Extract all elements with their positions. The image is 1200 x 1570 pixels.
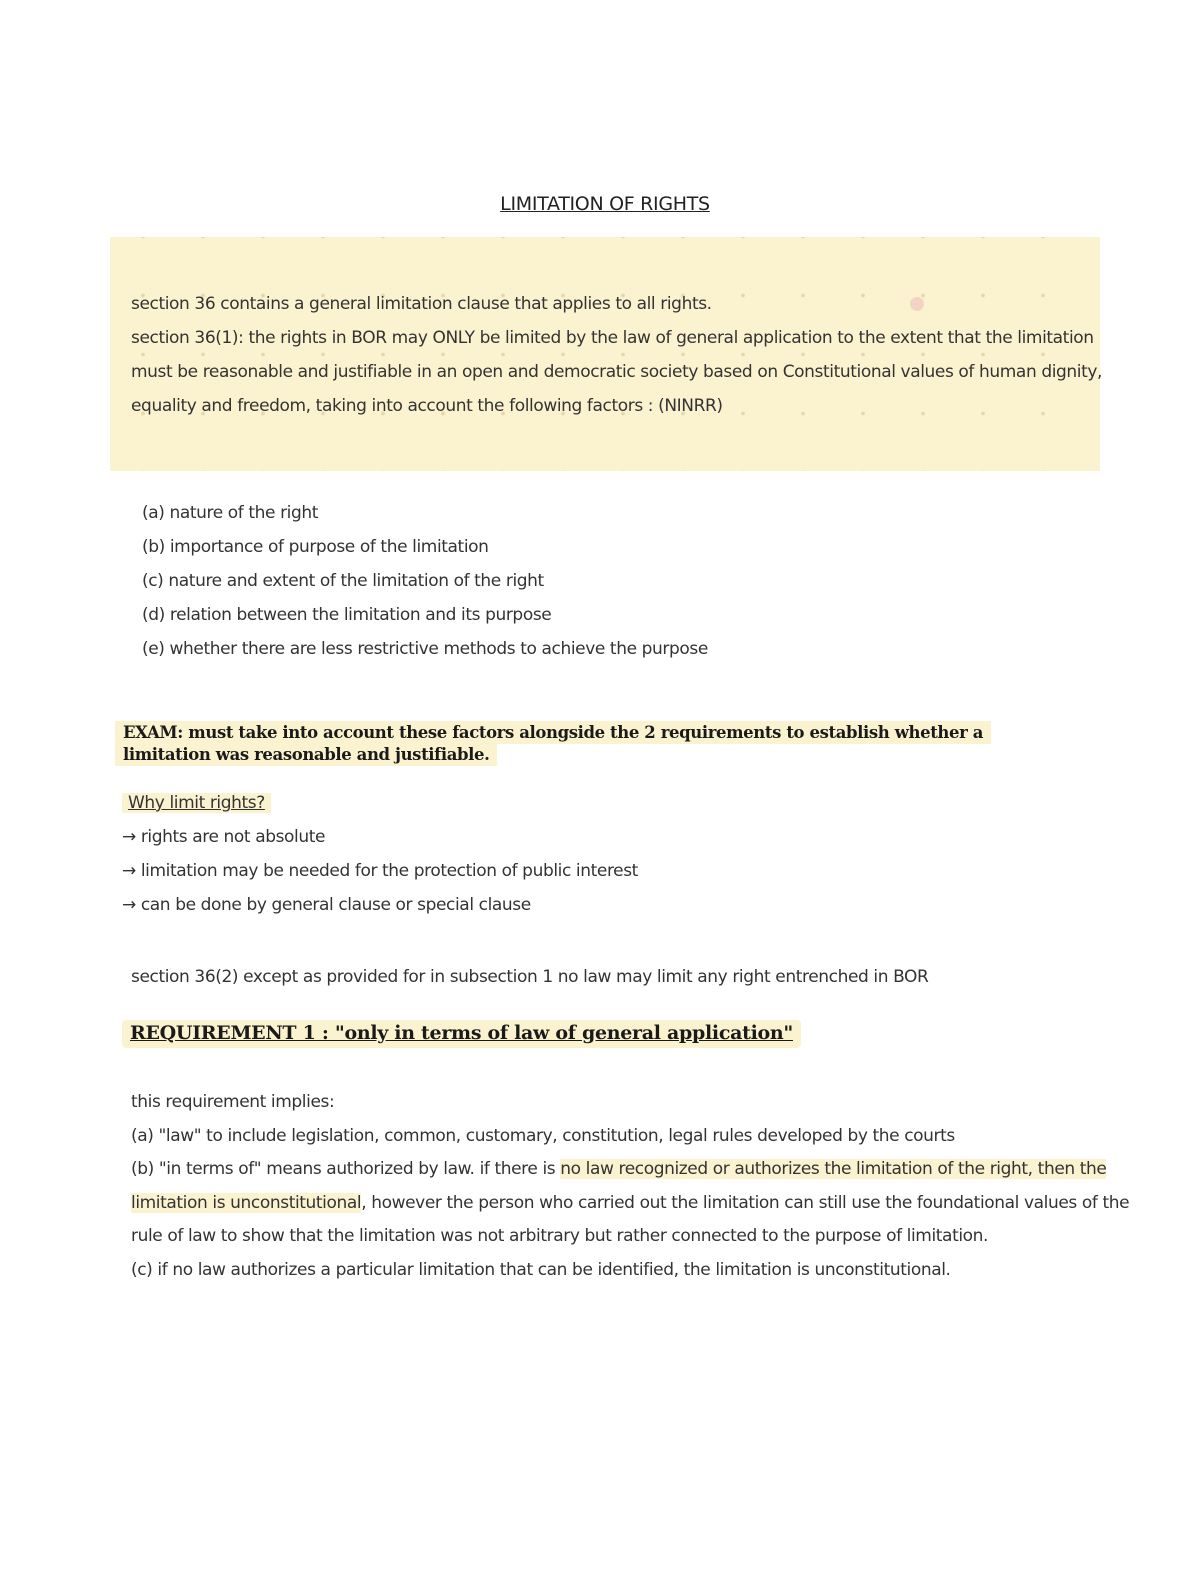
requirement-point-c: (c) if no law authorizes a particular limitation that can be identified, the limitation is unconstitutional.: [131, 1259, 951, 1280]
exam-note-text: EXAM: must take into account these factors alongside the 2 requirements to establish whether a limitation was reasonable and justifiable.: [115, 721, 991, 766]
requirement-intro: this requirement implies:: [131, 1092, 335, 1112]
factor-item: (d) relation between the limitation and its purpose: [142, 605, 552, 625]
factors-list: [142, 496, 708, 666]
requirement-point-b-part1: (b) "in terms of" means authorized by law. if there is: [131, 1159, 561, 1179]
requirement-1-heading: REQUIREMENT 1 : "only in terms of law of general application": [122, 1020, 801, 1048]
why-point: → rights are not absolute: [122, 827, 326, 847]
requirement-point-b-highlight: no law recognized or authorizes the limitation of the right, then the limitation is unconstitutional: [131, 1159, 1107, 1213]
why-point: → can be done by general clause or special clause: [122, 895, 531, 915]
requirement-point-a: (a) "law" to include legislation, common, customary, constitution, legal rules developed by the courts: [131, 1125, 955, 1146]
factor-item: (a) nature of the right: [142, 503, 319, 523]
requirement-1-body: [131, 1086, 1131, 1287]
intro-line-1: section 36 contains a general limitation clause that applies to all rights.: [131, 294, 712, 314]
why-heading: Why limit rights?: [122, 793, 271, 813]
requirement-point-b-part2: , however the person who carried out the limitation can still use the foundational values of the rule of law to show that the limitation was not arbitrary but rather connected to the purpose of limitation.: [131, 1192, 1130, 1246]
requirement-point-b: [131, 1153, 1131, 1254]
why-point: → limitation may be needed for the protection of public interest: [122, 861, 638, 881]
factor-item: (e) whether there are less restrictive methods to achieve the purpose: [142, 639, 708, 659]
factor-item: (b) importance of purpose of the limitation: [142, 537, 489, 557]
page-title: LIMITATION OF RIGHTS: [500, 193, 710, 215]
exam-note: [115, 722, 995, 766]
section-36-2-text: section 36(2) except as provided for in subsection 1 no law may limit any right entrenched in BOR: [131, 967, 929, 987]
highlighted-note-box: [110, 237, 1103, 471]
why-section: [122, 786, 638, 922]
intro-line-2: section 36(1): the rights in BOR may ONLY be limited by the law of general application to the extent that the limitation must be reasonable and justifiable in an open and democratic society based on Constitutional values of human dignity, equality and freedom, taking into account the following factors : (NINRR): [131, 328, 1103, 416]
factor-item: (c) nature and extent of the limitation of the right: [142, 571, 544, 591]
intro-text: [131, 287, 1121, 423]
